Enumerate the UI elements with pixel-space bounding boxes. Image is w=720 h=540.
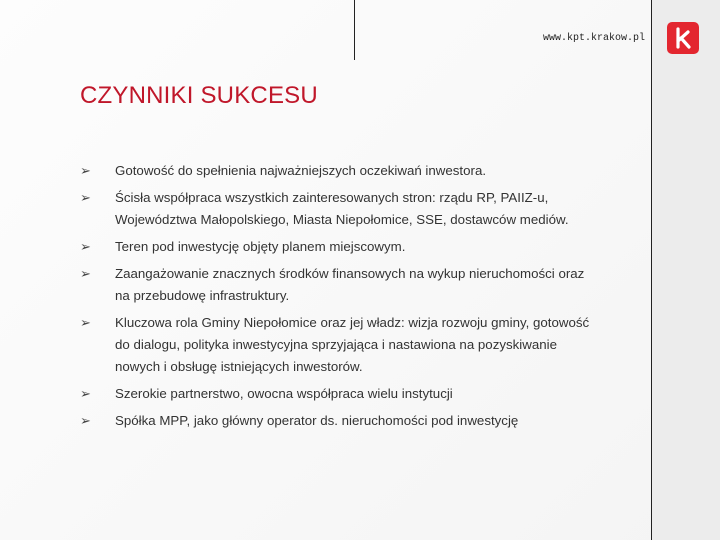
arrow-bullet-icon: ➢ — [80, 266, 91, 281]
list-item: ➢ Ścisła współpraca wszystkich zainteresowanych stron: rządu RP, PAIIZ-u, Województwa Małopolskiego, Miasta Niepołomice, SSE, dostawców mediów. — [80, 187, 590, 231]
divider-line — [651, 0, 652, 540]
right-strip — [652, 0, 720, 540]
page-title: CZYNNIKI SUKCESU — [80, 82, 318, 109]
arrow-bullet-icon: ➢ — [80, 190, 91, 205]
list-item: ➢ Spółka MPP, jako główny operator ds. nieruchomości pod inwestycję — [80, 410, 590, 432]
list-item: ➢ Szerokie partnerstwo, owocna współpraca wielu instytucji — [80, 383, 590, 405]
success-factors-list — [80, 160, 590, 437]
arrow-bullet-icon: ➢ — [80, 315, 91, 330]
divider-line — [354, 0, 355, 60]
arrow-bullet-icon: ➢ — [80, 413, 91, 428]
kpt-logo — [667, 22, 699, 54]
website-url: www.kpt.krakow.pl — [542, 33, 645, 44]
arrow-bullet-icon: ➢ — [80, 386, 91, 401]
arrow-bullet-icon: ➢ — [80, 163, 91, 178]
list-item: ➢ Zaangażowanie znacznych środków finansowych na wykup nieruchomości oraz na przebudowę infrastruktury. — [80, 263, 590, 307]
logo-k-icon — [667, 22, 699, 54]
list-item: ➢ Gotowość do spełnienia najważniejszych oczekiwań inwestora. — [80, 160, 590, 182]
list-item: ➢ Teren pod inwestycję objęty planem miejscowym. — [80, 236, 590, 258]
list-item: ➢ Kluczowa rola Gminy Niepołomice oraz jej władz: wizja rozwoju gminy, gotowość do dialogu, polityka inwestycyjna sprzyjająca i nastawiona na pozyskiwanie nowych i obsługę istniejących inwestorów. — [80, 312, 590, 378]
arrow-bullet-icon: ➢ — [80, 239, 91, 254]
